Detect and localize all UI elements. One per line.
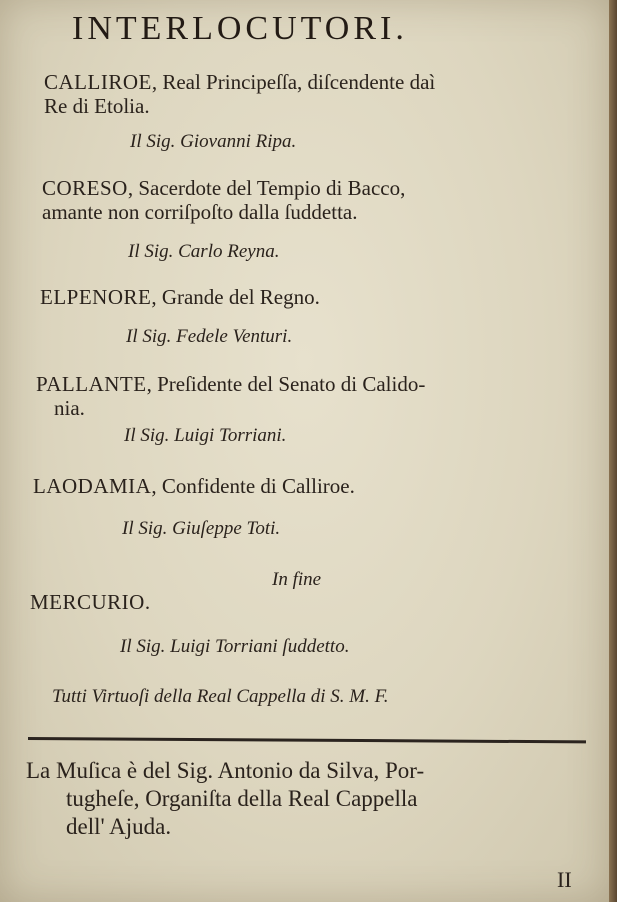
music-credit-line-1: La Muſica è del Sig. Antonio da Silva, Por- bbox=[26, 758, 425, 783]
character-entry-mercurio bbox=[30, 590, 151, 614]
character-name: PALLANTE bbox=[36, 372, 147, 396]
character-entry-pallante bbox=[36, 372, 425, 420]
signature-mark: II bbox=[557, 867, 572, 892]
music-credit-line-3: dell' Ajuda. bbox=[66, 814, 172, 839]
character-name: CALLIROE bbox=[44, 70, 152, 94]
performer-elpenore: Il Sig. Fedele Venturi. bbox=[126, 326, 293, 347]
page-title: INTERLOCUTORI. bbox=[72, 10, 408, 47]
performer-mercurio: Il Sig. Luigi Torriani ſuddetto. bbox=[120, 636, 350, 657]
character-description: , Grande del Regno. bbox=[151, 285, 320, 309]
character-description: , Confidente di Calliroe. bbox=[151, 474, 355, 498]
character-description-continued: Re di Etolia. bbox=[44, 94, 150, 118]
in-fine-label: In fine bbox=[272, 569, 322, 590]
performer-pallante: Il Sig. Luigi Torriani. bbox=[124, 425, 287, 446]
character-description: , Real Principeſſa, diſcendente daì bbox=[151, 70, 436, 94]
character-entry-calliroe bbox=[44, 70, 435, 118]
character-description: , Sacerdote del Tempio di Bacco, bbox=[127, 176, 406, 200]
performer-laodamia: Il Sig. Giuſeppe Toti. bbox=[122, 518, 281, 539]
horizontal-rule bbox=[28, 737, 586, 743]
music-credit bbox=[26, 757, 601, 841]
character-description-continued: amante non corriſpoſto dalla ſuddetta. bbox=[42, 200, 358, 224]
character-name: MERCURIO. bbox=[30, 590, 151, 614]
virtuosi-note: Tutti Virtuoſi della Real Cappella di S. M. F. bbox=[52, 686, 389, 707]
character-description: , Preſidente del Senato di Calido- bbox=[146, 372, 426, 396]
music-credit-line-2: tugheſe, Organiſta della Real Cappella bbox=[66, 786, 418, 811]
character-entry-laodamia bbox=[33, 474, 355, 498]
character-entry-coreso bbox=[42, 176, 405, 224]
character-name: CORESO bbox=[42, 176, 128, 200]
performer-coreso: Il Sig. Carlo Reyna. bbox=[128, 241, 280, 262]
character-name: ELPENORE bbox=[40, 285, 152, 309]
character-description-continued: nia. bbox=[54, 396, 85, 420]
performer-calliroe: Il Sig. Giovanni Ripa. bbox=[130, 131, 297, 152]
page-edge bbox=[609, 0, 617, 902]
character-name: LAODAMIA bbox=[33, 474, 152, 498]
character-entry-elpenore bbox=[40, 285, 320, 309]
